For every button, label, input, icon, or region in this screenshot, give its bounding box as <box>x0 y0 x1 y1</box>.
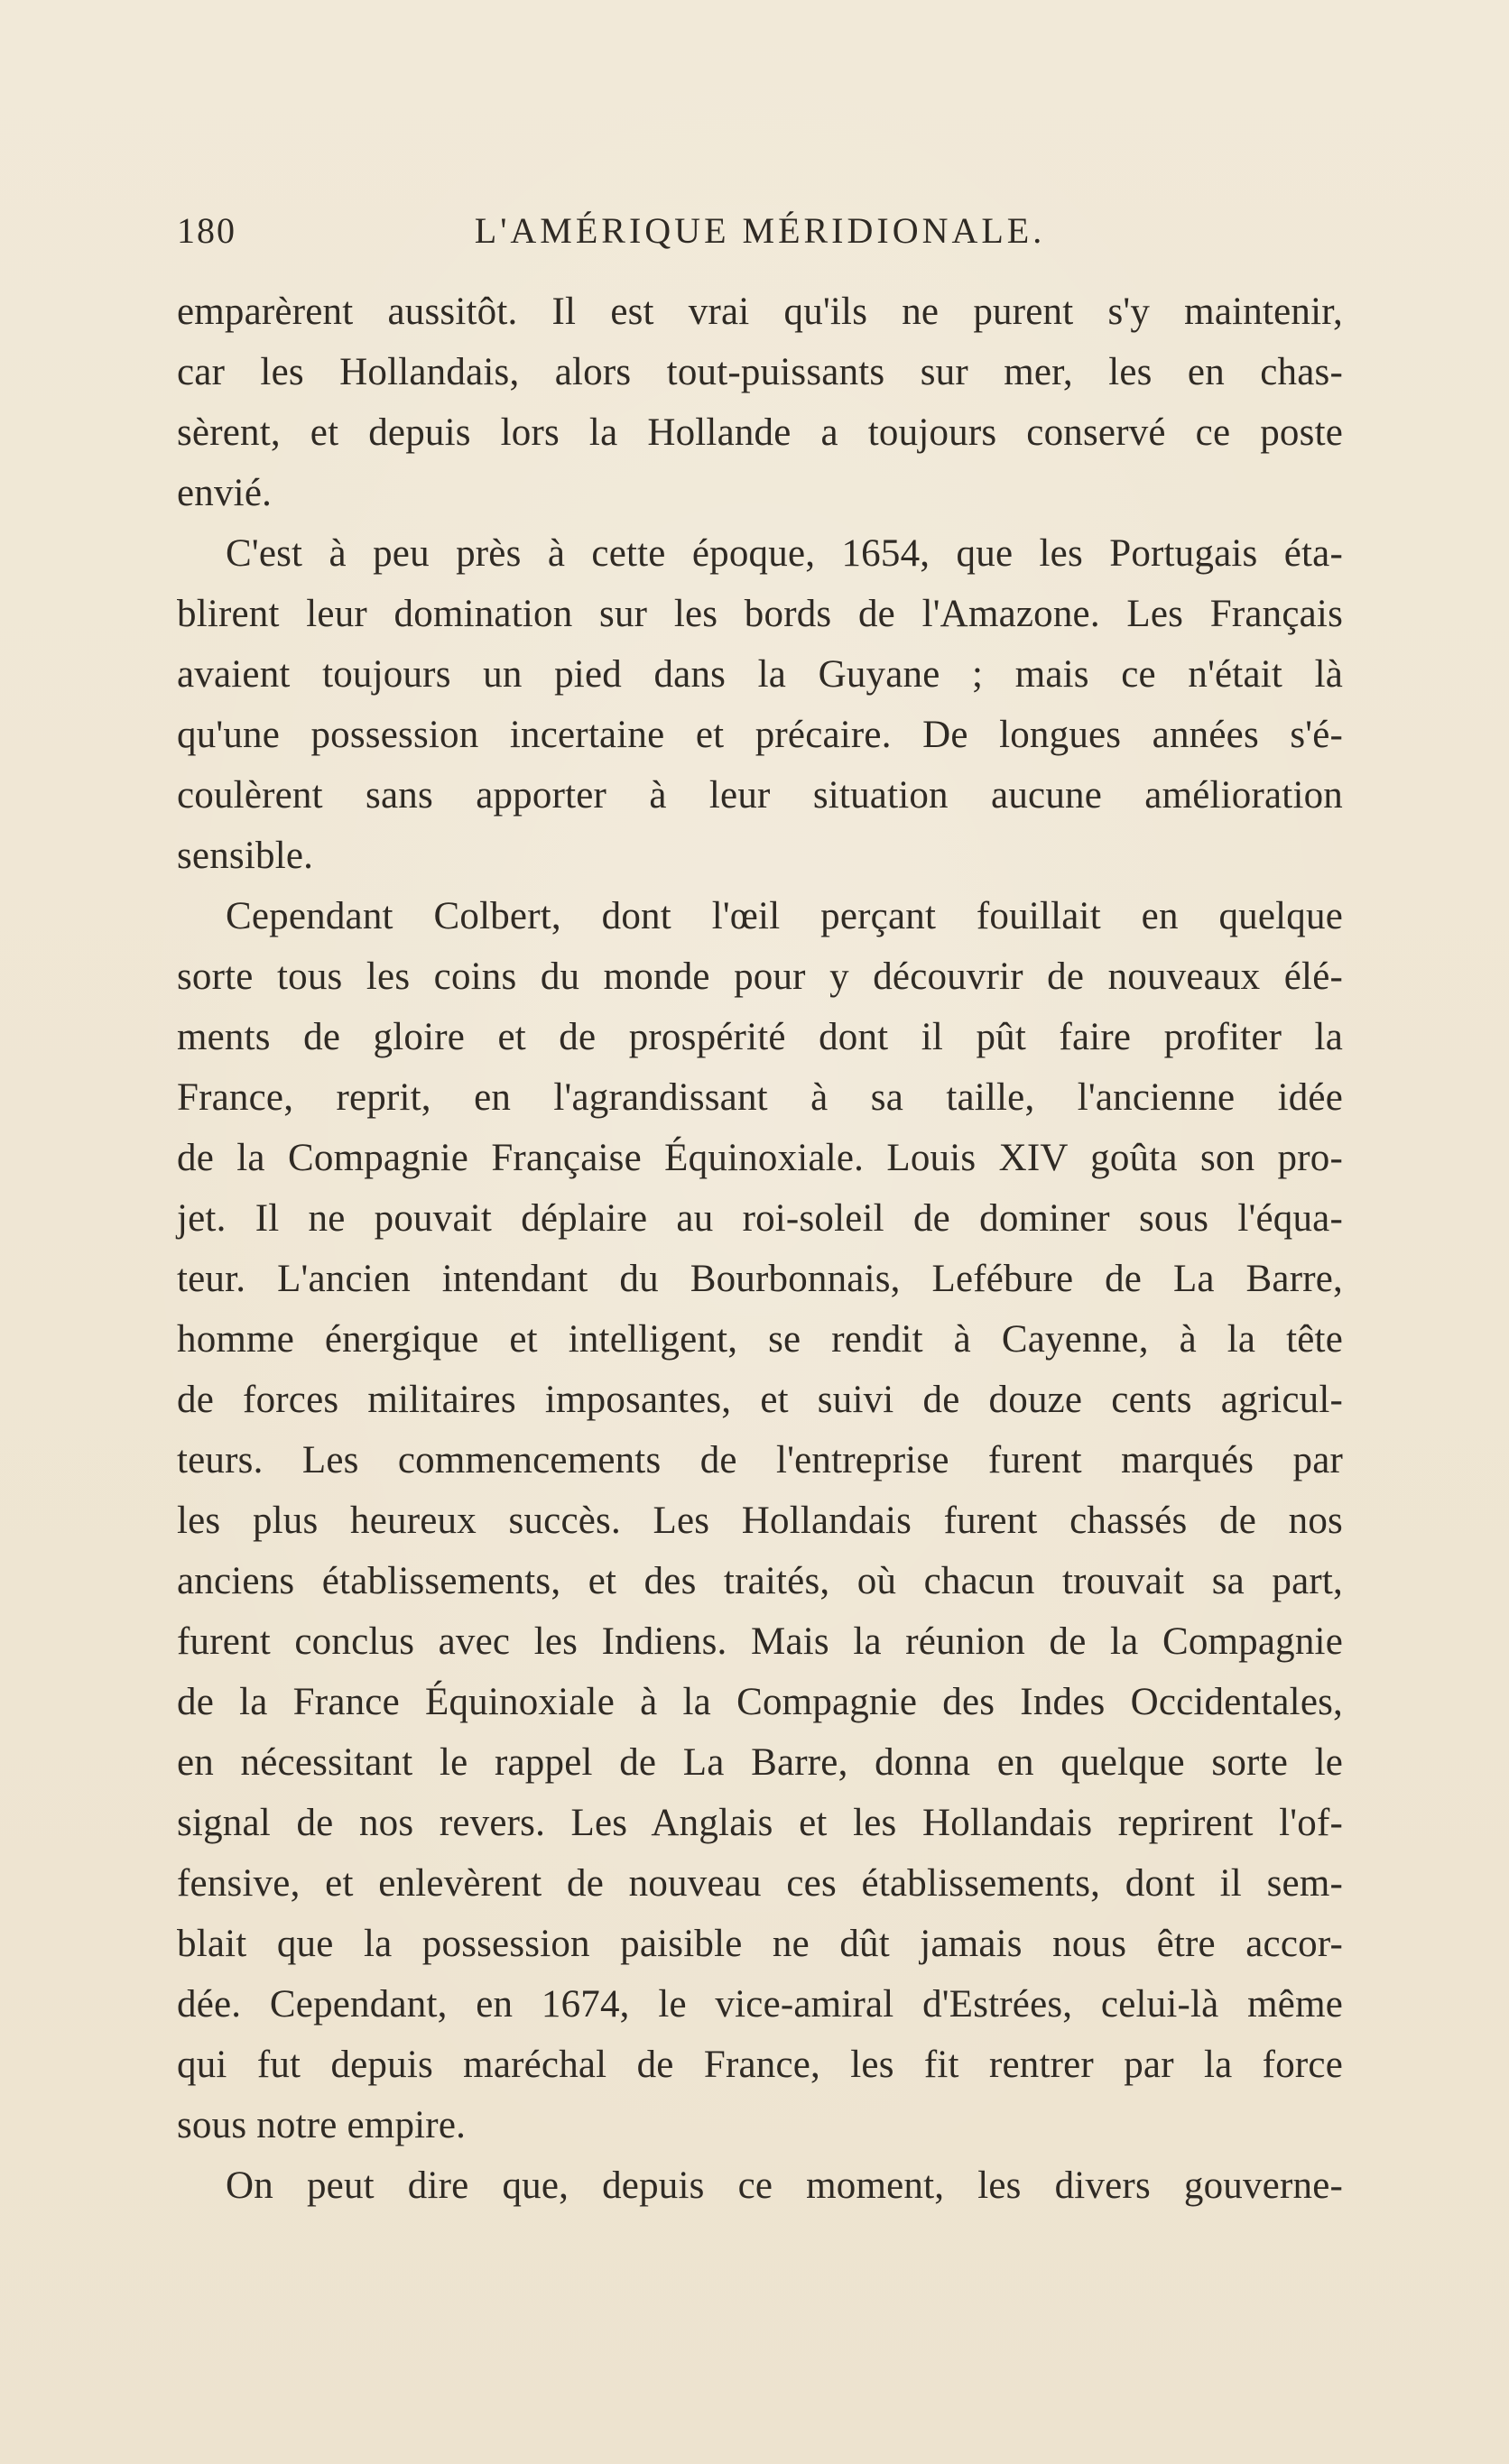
text-line: sous notre empire. <box>177 2104 467 2146</box>
text-line: car les Hollandais, alors tout-puissants sur mer, les en chas- <box>177 351 1343 393</box>
text-line: blirent leur domination sur les bords de l'Amazone. Les Français <box>177 593 1343 635</box>
text-line: avaient toujours un pied dans la Guyane ; mais ce n'était là <box>177 653 1343 696</box>
text-line: homme énergique et intelligent, se rendit à Cayenne, à la tête <box>177 1318 1343 1361</box>
text-line: furent conclus avec les Indiens. Mais la réunion de la Compagnie <box>177 1620 1343 1663</box>
text-line: qui fut depuis maréchal de France, les fit rentrer par la force <box>177 2044 1343 2086</box>
text-line: blait que la possession paisible ne dût jamais nous être accor- <box>177 1923 1343 1965</box>
text-line: emparèrent aussitôt. Il est vrai qu'ils ne purent s'y maintenir, <box>177 291 1343 333</box>
text-line: de forces militaires imposantes, et suivi de douze cents agricul- <box>177 1379 1343 1421</box>
text-line: coulèrent sans apporter à leur situation aucune amélioration <box>177 774 1343 817</box>
text-line: fensive, et enlevèrent de nouveau ces établissements, dont il sem- <box>177 1862 1343 1905</box>
running-title: L'AMÉRIQUE MÉRIDIONALE. <box>474 210 1046 251</box>
text-line: de la Compagnie Française Équinoxiale. Louis XIV goûta son pro- <box>177 1137 1343 1179</box>
text-line: teurs. Les commencements de l'entreprise furent marqués par <box>177 1439 1343 1481</box>
text-line: France, reprit, en l'agrandissant à sa taille, l'ancienne idée <box>177 1076 1343 1119</box>
text-line: C'est à peu près à cette époque, 1654, que les Portugais éta- <box>226 532 1343 575</box>
text-line: sorte tous les coins du monde pour y découvrir de nouveaux élé- <box>177 955 1343 998</box>
body-text <box>177 281 1343 2216</box>
text-line: ments de gloire et de prospérité dont il pût faire profiter la <box>177 1016 1343 1058</box>
text-line: envié. <box>177 472 273 514</box>
text-line: en nécessitant le rappel de La Barre, donna en quelque sorte le <box>177 1741 1343 1784</box>
text-line: sensible. <box>177 835 314 877</box>
page-header <box>177 209 1343 254</box>
text-line: teur. L'ancien intendant du Bourbonnais, Lefébure de La Barre, <box>177 1258 1343 1300</box>
text-line: de la France Équinoxiale à la Compagnie des Indes Occidentales, <box>177 1681 1343 1723</box>
page-number: 180 <box>177 210 236 251</box>
text-line: signal de nos revers. Les Anglais et les Hollandais reprirent l'of- <box>177 1802 1343 1844</box>
text-line: dée. Cependant, en 1674, le vice-amiral d'Estrées, celui-là même <box>177 1983 1343 2026</box>
text-line: qu'une possession incertaine et précaire. De longues années s'é- <box>177 714 1343 756</box>
text-line: anciens établissements, et des traités, où chacun trouvait sa part, <box>177 1560 1343 1602</box>
text-line: jet. Il ne pouvait déplaire au roi-soleil de dominer sous l'équa- <box>177 1197 1343 1240</box>
text-line: sèrent, et depuis lors la Hollande a toujours conservé ce poste <box>177 411 1343 454</box>
text-line: On peut dire que, depuis ce moment, les divers gouverne- <box>226 2164 1343 2207</box>
text-line: les plus heureux succès. Les Hollandais furent chassés de nos <box>177 1500 1343 1542</box>
text-line: Cependant Colbert, dont l'œil perçant fouillait en quelque <box>226 895 1343 937</box>
